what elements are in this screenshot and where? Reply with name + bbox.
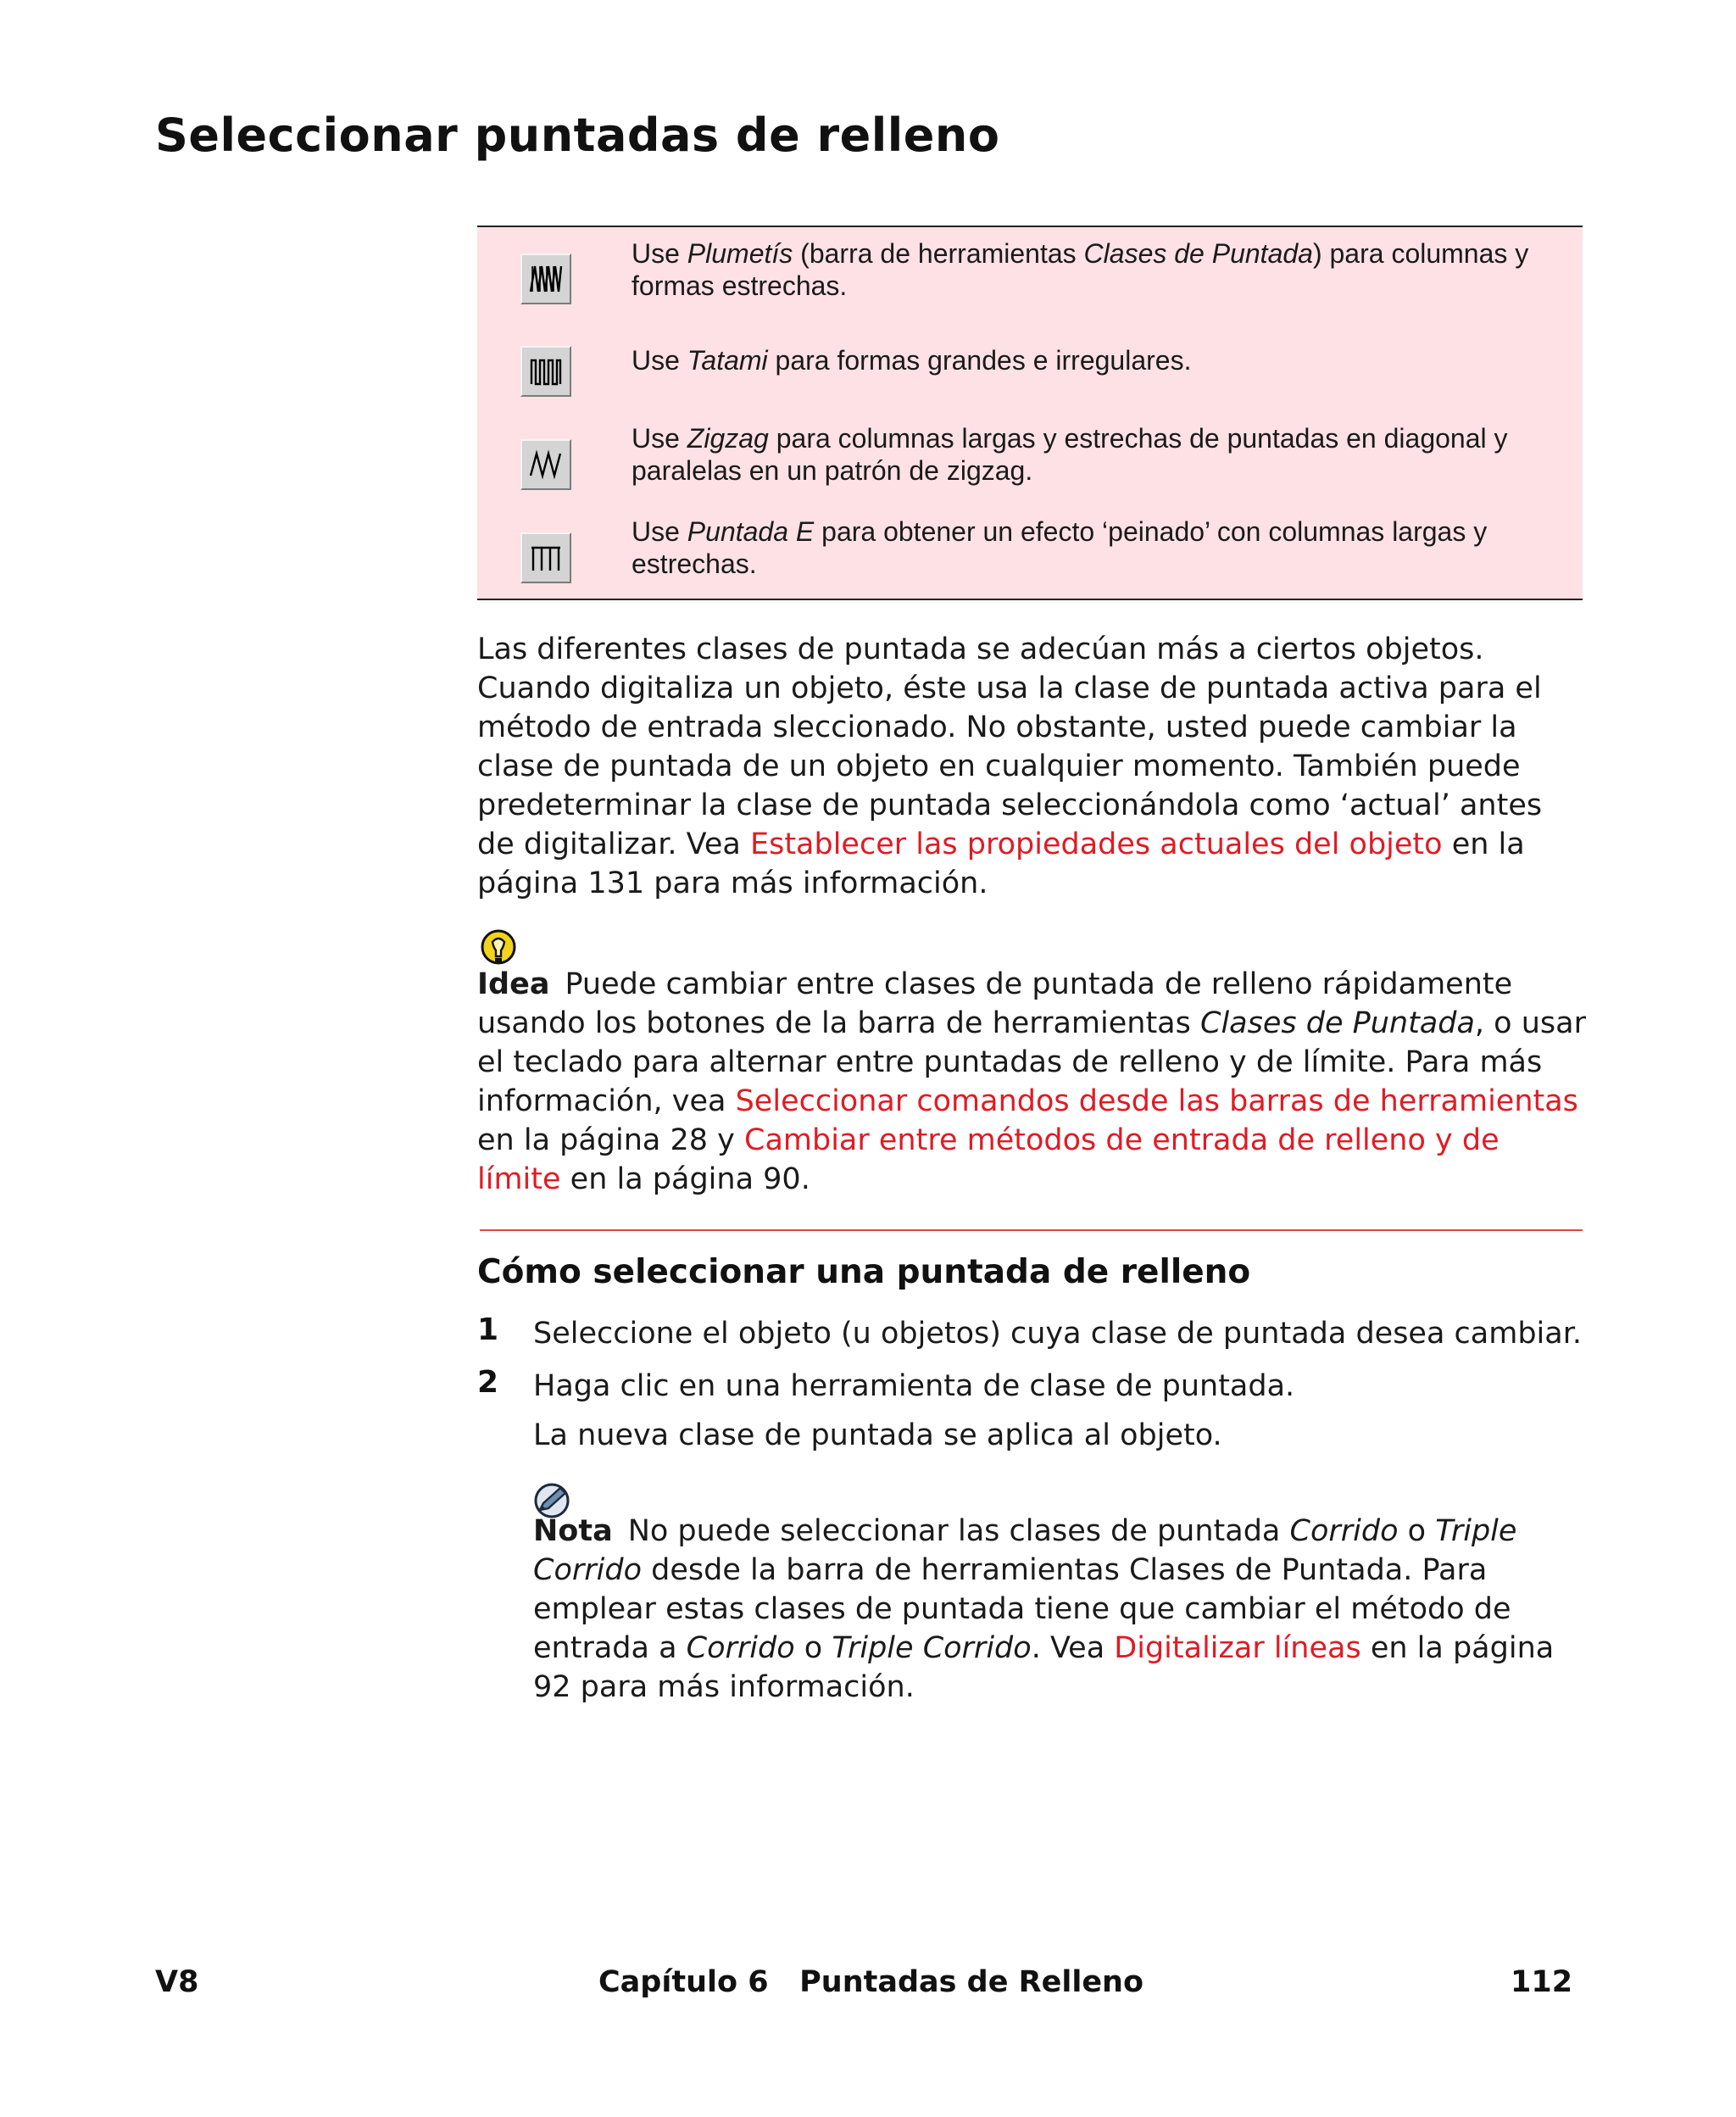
footer-version: V8 — [155, 1965, 199, 1999]
note-label: Nota — [533, 1514, 613, 1548]
tatami-stitch-icon[interactable] — [520, 346, 571, 397]
tip-label: Idea — [477, 967, 550, 1001]
footer-page-number: 112 — [1511, 1965, 1573, 1999]
link-digitize-lines[interactable]: Digitalizar líneas — [1114, 1631, 1361, 1665]
e-stitch-icon[interactable] — [520, 532, 571, 583]
link-switch-input-methods[interactable]: Cambiar entre métodos de entrada de relleno y de límite — [477, 1123, 1500, 1196]
intro-paragraph: Las diferentes clases de puntada se adecúan más a ciertos objetos. Cuando digitaliza un objeto, éste usa la clase de puntada activa para el método de entrada sleccionado. No obstante, usted puede cambiar la clase de puntada de un objeto en cualquier momento. También puede predeterminar la clase de puntada seleccionándola como ‘actual’ antes de digitalizar. Vea Establecer las propiedades actuales del objeto en la página 131 para más información. — [477, 632, 1543, 900]
tool-desc-e-stitch: Use Puntada E para obtener un efecto ‘peinado’ con columnas largas y estrechas. — [632, 516, 1488, 579]
step-number: 1 — [477, 1312, 499, 1347]
tool-desc-satin: Use Plumetís (barra de herramientas Clases de Puntada) para columnas y formas estrechas. — [632, 238, 1529, 301]
section-divider — [480, 1229, 1583, 1231]
page-title: Seleccionar puntadas de relleno — [155, 109, 1000, 162]
link-current-properties[interactable]: Establecer las propiedades actuales del objeto — [749, 827, 1443, 861]
tool-desc-zigzag: Use Zigzag para columnas largas y estrechas de puntadas en diagonal y paralelas en un patrón de zigzag. — [632, 423, 1508, 486]
tool-desc-tatami: Use Tatami para formas grandes e irregulares. — [632, 345, 1192, 376]
step-text: Haga clic en una herramienta de clase de puntada. — [533, 1369, 1295, 1403]
step-number: 2 — [477, 1365, 499, 1400]
step-result: La nueva clase de puntada se aplica al objeto. — [533, 1418, 1222, 1452]
link-select-commands[interactable]: Seleccionar comandos desde las barras de herramientas — [735, 1084, 1578, 1118]
zigzag-stitch-icon[interactable] — [520, 439, 571, 490]
satin-stitch-icon[interactable] — [520, 253, 571, 304]
note-paragraph: Nota No puede seleccionar las clases de puntada Corrido o Triple Corrido desde la barra de herramientas Clases de Puntada. Para emplear estas clases de puntada tiene que cambiar el método de entrada a Corrido o Triple Corrido. Vea Digitalizar líneas en la página 92 para más información. — [533, 1514, 1555, 1704]
footer-chapter: Capítulo 6 Puntadas de Relleno — [598, 1965, 1144, 1999]
step-text: Seleccione el objeto (u objetos) cuya clase de puntada desea cambiar. — [533, 1317, 1583, 1351]
procedure-heading: Cómo seleccionar una puntada de relleno — [477, 1253, 1251, 1291]
stitch-tools-table — [477, 226, 1583, 600]
tip-paragraph: Idea Puede cambiar entre clases de puntada de relleno rápidamente usando los botones de la barra de herramientas Clases de Puntada, o usar el teclado para alternar entre puntadas de relleno y de límite. Para más información, vea Seleccionar comandos desde las barras de herramientas en la página 28 y Cambiar entre métodos de entrada de relleno y de límite en la página 90. — [477, 967, 1586, 1196]
